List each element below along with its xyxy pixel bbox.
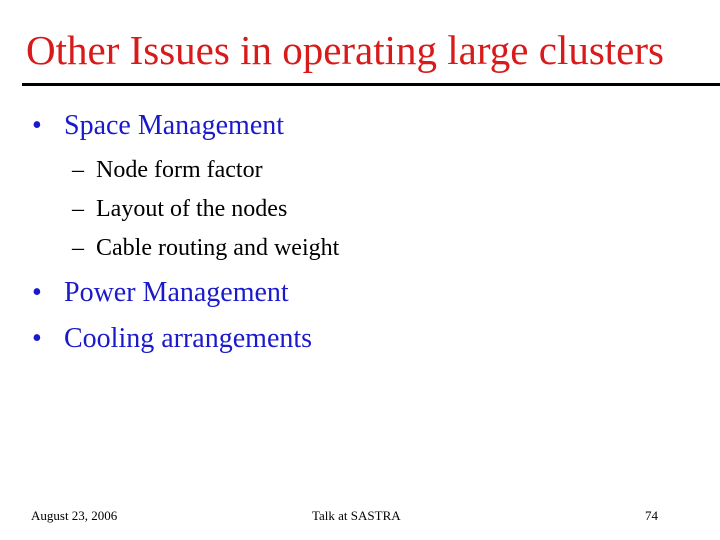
footer-date: August 23, 2006: [31, 508, 118, 523]
title-divider: [22, 83, 720, 86]
sub-marker: –: [72, 235, 84, 261]
bullet-text: Power Management: [64, 277, 289, 308]
sub-marker: –: [72, 196, 84, 222]
subitem-cable-routing: [72, 234, 339, 262]
bullet-cooling-arrangements: [32, 323, 312, 355]
bullet-marker: •: [32, 277, 42, 308]
bullet-marker: •: [32, 110, 42, 141]
subitem-text: Layout of the nodes: [96, 196, 288, 222]
bullet-text: Cooling arrangements: [64, 323, 313, 354]
bullet-marker: •: [32, 323, 42, 354]
bullet-text: Space Management: [64, 110, 285, 141]
subitem-text: Node form factor: [96, 157, 263, 183]
subitem-layout-of-nodes: [72, 195, 287, 223]
footer-talk-title: Talk at SASTRA: [312, 508, 401, 523]
footer-page-number: 74: [645, 508, 658, 523]
slide-title: Other Issues in operating large clusters: [26, 27, 664, 73]
sub-marker: –: [72, 157, 84, 183]
subitem-node-form-factor: [72, 156, 263, 184]
bullet-power-management: [32, 277, 289, 309]
bullet-space-management: [32, 110, 284, 142]
subitem-text: Cable routing and weight: [96, 235, 340, 261]
